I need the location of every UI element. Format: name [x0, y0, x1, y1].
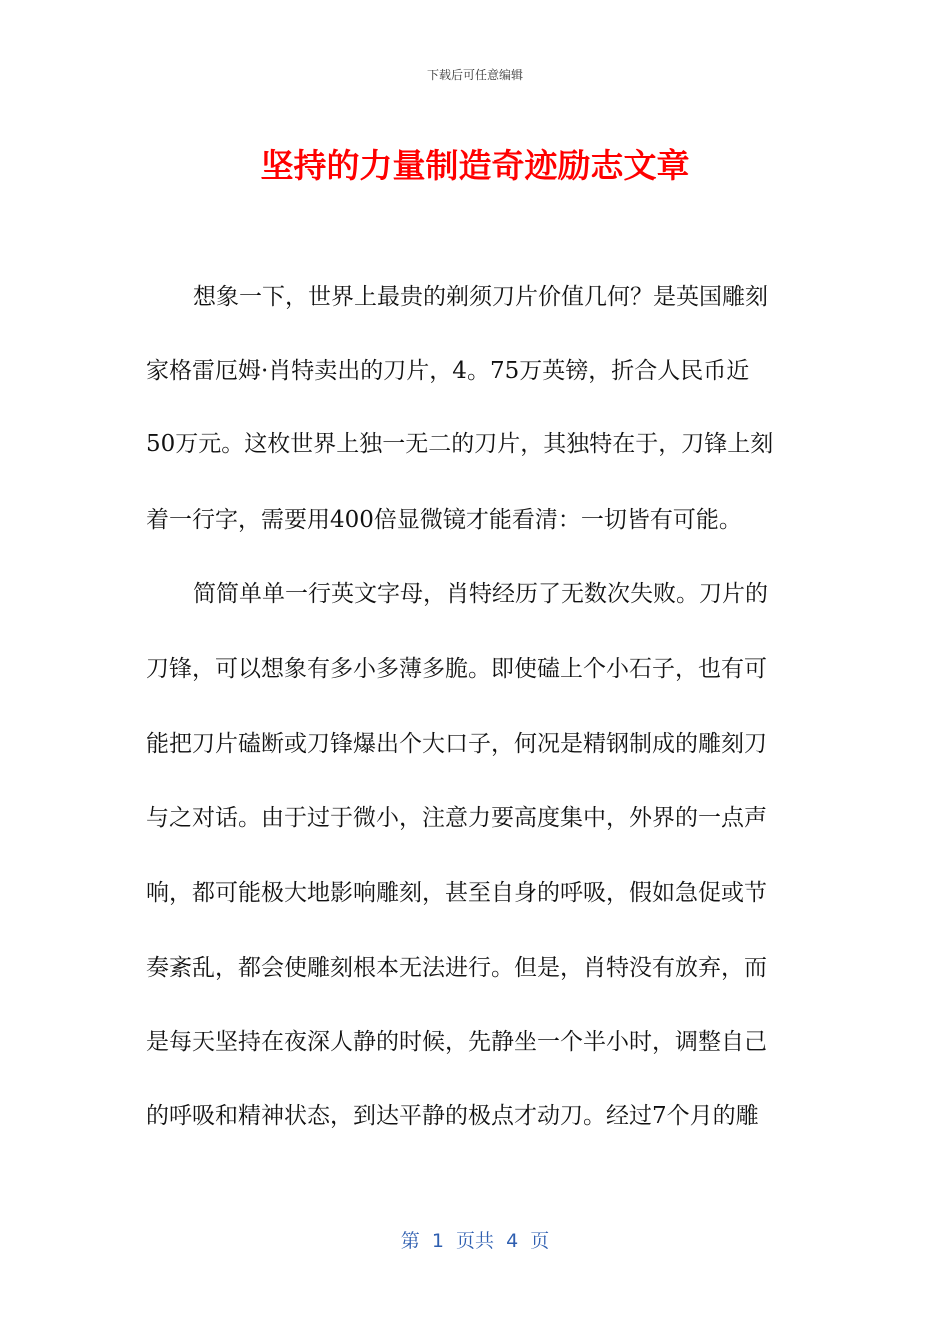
body-line: 50万元。这枚世界上独一无二的刀片，其独特在于，刀锋上刻 [146, 431, 774, 457]
body-line: 想象一下，世界上最贵的剃须刀片价值几何？是英国雕刻 [193, 284, 768, 310]
body-line: 的呼吸和精神状态，到达平静的极点才动刀。经过7个月的雕 [146, 1103, 759, 1129]
page-footer: 第 1 页共 4 页 [400, 1230, 550, 1252]
document-title: 坚持的力量制造奇迹励志文章 [260, 146, 690, 185]
body-line: 家格雷厄姆·肖特卖出的刀片，4。75万英镑，折合人民币近 [146, 358, 750, 384]
body-line: 刀锋，可以想象有多小多薄多脆。即使磕上个小石子，也有可 [146, 656, 767, 682]
body-line: 响，都可能极大地影响雕刻，甚至自身的呼吸，假如急促或节 [146, 880, 767, 906]
header-note: 下载后可任意编辑 [426, 68, 523, 82]
body-line: 与之对话。由于过于微小，注意力要高度集中，外界的一点声 [146, 805, 767, 831]
body-line: 能把刀片磕断或刀锋爆出个大口子，何况是精钢制成的雕刻刀 [146, 731, 767, 757]
body-line: 是每天坚持在夜深人静的时候，先静坐一个半小时，调整自己 [146, 1029, 767, 1055]
body-line: 着一行字，需要用400倍显微镜才能看清：一切皆有可能。 [146, 507, 742, 533]
body-line: 奏紊乱，都会使雕刻根本无法进行。但是，肖特没有放弃，而 [146, 955, 767, 981]
body-line: 简简单单一行英文字母，肖特经历了无数次失败。刀片的 [193, 581, 768, 607]
